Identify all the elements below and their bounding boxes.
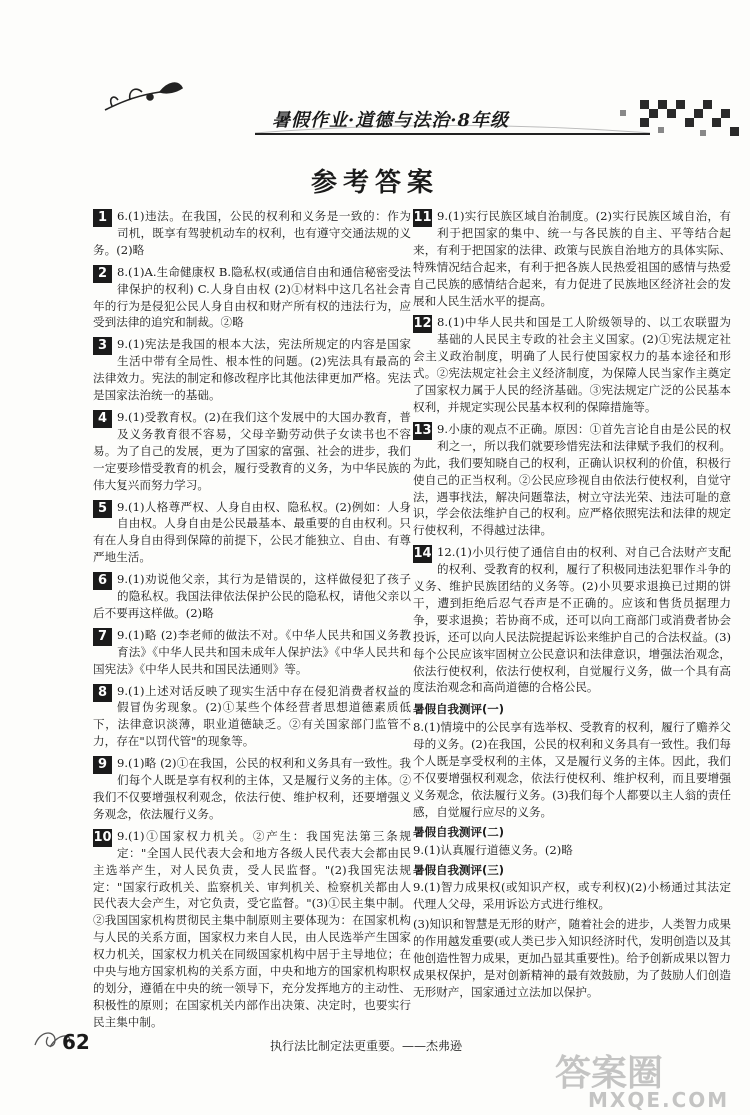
answer-item xyxy=(93,828,411,1031)
left-column xyxy=(93,208,411,1036)
watermark-url: MXQE.COM xyxy=(588,1088,730,1112)
item-number: 11 xyxy=(413,210,432,225)
item-text: 12.(1)小贝行使了通信自由的权利、对自己合法财产支配的权利、受教育的权利，履行了积极同违法犯罪作斗争的义务、维护民族团结的义务等。(2)小贝要求退换已过期的饼干，遭到拒绝后忍气吞声是不正确的。应该和售货员据理力争，要求退换；若协商不成，还可以向工商部门或消费者协会投诉，还可以向人民法院提起诉讼来维护自己的合法权益。(3)每个公民应该牢固树立公民意识和法律意识，增强法治观念，依法行使权利，依法行使权利，自觉履行义务，做一个具有高度法治观念和高尚道德的合格公民。 xyxy=(413,545,731,695)
section-heading: 暑假自我测评(二) xyxy=(413,824,505,839)
item-number: 6 xyxy=(93,572,112,590)
answer-item xyxy=(93,499,411,567)
item-text: 9.(1)宪法是我国的根本大法，宪法所规定的内容是国家生活中带有全局性、根本性的问题。(2)宪法具有最高的法律效力。宪法的制定和修改程序比其他法律更加严格。宪法是国家法治统一的基础。 xyxy=(93,337,411,403)
item-text: 9.(1)人格尊严权、人身自由权、隐私权。(2)例如：人身自由权。人身自由是公民最基本、最重要的自由权利。只有在人身自由得到保障的前提下，公民才能独立、自由、有尊严地生活。 xyxy=(93,499,411,565)
item-number: 5 xyxy=(93,500,112,518)
answer-item xyxy=(93,264,411,332)
answer-item xyxy=(93,627,411,678)
item-text: 9.(1)实行民族区域自治制度。(2)实行民族区域自治，有利于把国家的集中、统一与各民族的自主、平等结合起来，有利于把国家的法律、政策与民族自治地方的具体实际、特殊情况结合起来，有利于把各族人民热爱祖国的感情与热爱自己民族的感情结合起来，有力促进了民族地区经济社会的发展和人民生活水平的提高。 xyxy=(413,209,731,308)
item-number: 4 xyxy=(93,410,112,428)
item-number: 9 xyxy=(93,756,112,774)
item-number: 12 xyxy=(413,316,432,332)
item-number: 2 xyxy=(93,265,112,283)
answer-item xyxy=(93,208,411,259)
item-text: 9.(1)①国家权力机关。②产生：我国宪法第三条规定："全国人民代表大会和地方各级人民代表大会都由民主选举产生，对人民负责，受人民监督。"(2)我国宪法规定："国家行政机关、监察机关、审判机关、检察机关都由人民代表大会产生，对它负责，受它监督。"(3)①民主集中制。②我国国家机构贯彻民主集中制原则主要体现为：在国家机构与人民的关系方面，国家权力来自人民，由人民选举产生国家权力机关，国家权力机关在同级国家机构中居于主导地位；在中央与地方国家机构的关系方面，中央和地方的国家机构职权的划分，遵循在中央的统一领导下，充分发挥地方的主动性、积极性的原则；在国家机关内部作出决策、决定时，也要实行民主集中制。 xyxy=(93,828,411,1029)
item-text: 9.(1)劝说他父亲，其行为是错误的，这样做侵犯了孩子的隐私权。我国法律依法保护公民的隐私权，请他父亲以后不要再这样做。(2)略 xyxy=(93,572,411,620)
item-text: 8.(1)A.生命健康权 B.隐私权(或通信自由和通信秘密受法律保护的权利) C.人身自由权 (2)①材料中这几名社会青年的行为是侵犯公民人身自由权和财产所有权的违法行为，应受到法律的追究和制裁。②略 xyxy=(93,264,411,330)
answer-item xyxy=(413,544,731,696)
page-title: 参考答案 xyxy=(310,168,439,198)
answer-item xyxy=(413,314,731,415)
header-title: 暑假作业·道德与法治·8年级 xyxy=(272,110,510,131)
section-text: (3)知识和智慧是无形的财产，随着社会的进步，人类智力成果的作用越发重要(或人类已步入知识经济时代，发明创造以及其他创造性智力成果，更加凸显其重要性)。给予创新成果以智力成果权保护，是对创新精神的最有效鼓励，为了鼓励人们创造无形财产，国家通过立法加以保护。 xyxy=(413,917,731,999)
right-column xyxy=(413,208,731,1004)
item-text: 9.(1)略 (2)李老师的做法不对。《中华人民共和国义务教育法》《中华人民共和国未成年人保护法》《中华人民共和国宪法》《中华人民共和国民法通则》等。 xyxy=(93,627,411,676)
item-text: 9.(1)受教育权。(2)在我们这个发展中的大国办教育，普及义务教育很不容易，父母辛勤劳动供子女读书也不容易。为了自己的发展，更为了国家的富强、社会的进步，我们一定要珍惜受教育的机会，履行受教育的义务，为中华民族的伟大复兴而努力学习。 xyxy=(93,409,411,492)
answer-item xyxy=(93,683,411,751)
answer-item xyxy=(93,571,411,622)
answer-item xyxy=(93,336,411,404)
item-text: 8.(1)中华人民共和国是工人阶级领导的、以工农联盟为基础的人民民主专政的社会主义国家。(2)①宪法规定社会主义政治制度，明确了人民行使国家权力的基本途径和形式。②宪法规定社会主义经济制度，为保障人民当家作主奠定了国家权力属于人民的经济基础。③宪法规定广泛的公民基本权利，并规定实现公民基本权利的保障措施等。 xyxy=(413,315,731,414)
answer-item xyxy=(413,208,731,309)
item-number: 1 xyxy=(93,209,112,227)
item-text: 6.(1)违法。在我国，公民的权利和义务是一致的：作为司机，既享有驾驶机动车的权利，也有遵守交通法规的义务。(2)略 xyxy=(93,209,411,257)
watermark: 答案圈 xyxy=(555,1053,664,1094)
section-text: 9.(1)认真履行道德义务。(2)略 xyxy=(413,842,573,857)
item-number: 3 xyxy=(93,337,112,355)
flower-ornament-icon xyxy=(105,83,182,110)
header-decoration xyxy=(0,0,750,160)
footer-quote: 执行法比制定法更重要。——杰弗逊 xyxy=(270,1039,463,1053)
answer-item xyxy=(93,409,411,494)
item-text: 9.(1)略 (2)①在我国，公民的权利和义务具有一致性。我们每个人既是享有权利的主体，又是履行义务的主体。②我们不仅要增强权利观念，依法行使、维护权利，还要增强义务观念，依法履行义务。 xyxy=(93,756,411,821)
item-text: 9.小康的观点不正确。原因：①首先言论自由是公民的权利之一，所以我们就要珍惜宪法和法律赋予我们的权利。为此，我们要知晓自己的权利，正确认识权利的价值，积极行使自己的正当权利。②公民应珍视自由依法行使权利，自觉守法，遇事找法，解决问题靠法，树立守法光荣、违法可耻的意识，学会依法维护自己的权利。应严格依照宪法和法律的规定行使权利，不得越过法律。 xyxy=(413,421,731,538)
item-number: 10 xyxy=(93,829,112,845)
item-number: 14 xyxy=(413,546,432,562)
item-number: 7 xyxy=(93,628,112,646)
header-rule xyxy=(255,133,650,135)
item-number: 13 xyxy=(413,422,432,438)
page-number: 62 xyxy=(62,1030,90,1054)
section-text: 8.(1)情境中的公民享有选举权、受教育的权利，履行了赡养父母的义务。(2)在我国，公民的权利和义务具有一致性。我们每个人既是享受权利的主体，又是履行义务的主体。因此，我们不仅要增强权利观念，依法行使权利、维护权利，而且要增强义务观念，依法履行义务。(3)我们每个人都要以主人翁的责任感，自觉履行应尽的义务。 xyxy=(413,720,731,819)
section-heading: 暑假自我测评(三) xyxy=(413,862,505,877)
page-header xyxy=(0,0,750,160)
answer-item xyxy=(93,755,411,823)
checker-pattern-icon xyxy=(620,100,739,136)
answer-item xyxy=(413,421,731,539)
section-text: 9.(1)智力成果权(或知识产权，或专利权)(2)小杨通过其法定代理人父母，采用诉讼方式进行维权。 xyxy=(413,880,731,912)
section-heading: 暑假自我测评(一) xyxy=(413,702,505,717)
item-text: 9.(1)上述对话反映了现实生活中存在侵犯消费者权益的假冒伪劣现象。(2)①某些个体经营者思想道德素质低下，法律意识淡薄，职业道德缺乏。②有关国家部门监管不力，存在"以罚代管"的现象等。 xyxy=(93,683,411,749)
item-number: 8 xyxy=(93,684,112,702)
